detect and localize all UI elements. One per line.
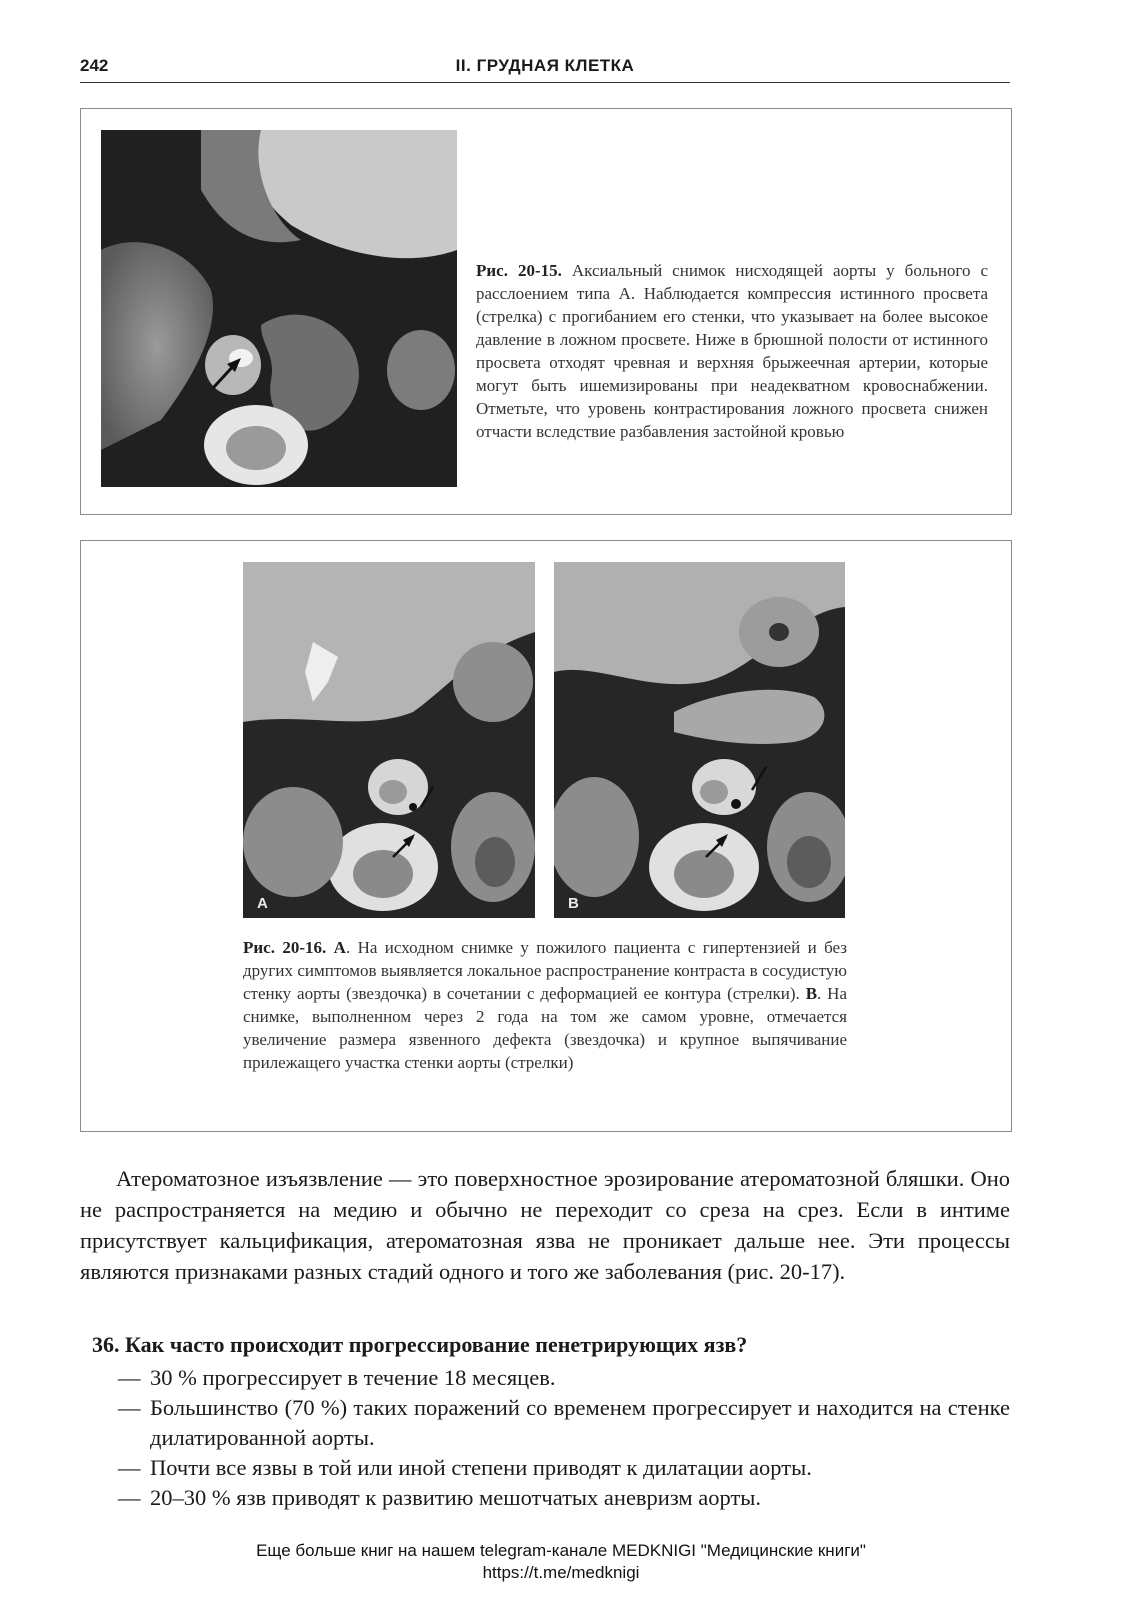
figure-20-16-caption bbox=[243, 936, 847, 1074]
part-a-label: А bbox=[333, 938, 346, 957]
page-header bbox=[80, 52, 1010, 83]
footer-link[interactable]: https://t.me/medknigi bbox=[482, 1563, 640, 1582]
answer-text: Почти все язвы в той или иной степени приводят к дилатации аорты. bbox=[150, 1455, 812, 1480]
dash-bullet: — bbox=[118, 1485, 141, 1510]
ct-scan-panel-a bbox=[243, 562, 535, 918]
list-item bbox=[118, 1483, 1010, 1513]
list-item bbox=[118, 1393, 1010, 1453]
dash-bullet: — bbox=[118, 1365, 141, 1390]
panel-a-letter: A bbox=[257, 895, 268, 912]
ct-image bbox=[101, 130, 457, 487]
figure-20-15 bbox=[80, 108, 1012, 515]
ct-image bbox=[554, 562, 845, 918]
dash-bullet: — bbox=[118, 1395, 141, 1420]
chapter-title: II. ГРУДНАЯ КЛЕТКА bbox=[455, 56, 635, 75]
figure-20-15-caption bbox=[476, 259, 988, 443]
footer-promo-text: Еще больше книг на нашем telegram-канале MEDKNIGI "Медицинские книги" bbox=[256, 1541, 866, 1560]
question-heading: 36. Как часто происходит прогрессирование пенетрирующих язв? bbox=[92, 1332, 748, 1357]
page-number: 242 bbox=[80, 56, 109, 75]
figure-caption-text: Аксиальный снимок нисходящей аорты у больного с расслоением типа А. Наблюдается компрессия истинного просвета (стрелка) с прогибанием его стенки, что указывает на более высокое давление в ложном просвете. Ниже в брюшной полости от истинного просвета отходят чревная и верхняя брыжеечная артерии, которые могут быть ишемизированы при неадекватном кровоснабжении. Отметьте, что уровень контрастирования ложного просвета снижен отчасти вследствие разбавления застойной кровью bbox=[476, 261, 989, 441]
list-item bbox=[118, 1363, 1010, 1393]
part-b-text: . На снимке, выполненном через 2 года на том же самом уровне, отмечается увеличение размера язвенного дефекта (звездочка) и крупное выпячивание прилежащего участка стенки аорты (стрелки) bbox=[243, 984, 848, 1072]
ct-scan-axial-aorta bbox=[101, 130, 457, 487]
list-item bbox=[118, 1453, 1010, 1483]
part-a-text: . На исходном снимке у пожилого пациента с гипертензией и без других симптомов выявляется локальное распространение контраста в сосудистую стенку аорты (звездочка) в сочетании с деформацией ее контура (стрелки). bbox=[243, 938, 848, 1003]
answer-text: 20–30 % язв приводят к развитию мешотчатых аневризм аорты. bbox=[150, 1485, 762, 1510]
figure-20-16 bbox=[80, 540, 1012, 1132]
body-paragraph: Атероматозное изъязвление — это поверхностное эрозирование атероматозной бляшки. Оно не распространяется на медию и обычно не переходит со среза на срез. Если в интиме присутствует кальцификация, атероматозная язва не проникает дальше нее. Эти процессы являются признаками разных стадий одного и того же заболевания (рис. 20-17). bbox=[80, 1166, 1010, 1284]
answer-text: Большинство (70 %) таких поражений со временем прогрессирует и находится на стенке дилатированной аорты. bbox=[150, 1395, 1010, 1450]
panel-b-letter: B bbox=[568, 895, 579, 912]
answer-list bbox=[118, 1363, 1010, 1513]
part-b-label: В bbox=[805, 984, 818, 1003]
dash-bullet: — bbox=[118, 1455, 141, 1480]
page-footer bbox=[0, 1540, 1122, 1584]
figure-label: Рис. 20-15. bbox=[476, 261, 562, 280]
ct-scan-panel-b bbox=[554, 562, 845, 918]
figure-label: Рис. 20-16. bbox=[243, 938, 327, 957]
ct-image bbox=[243, 562, 535, 918]
answer-text: 30 % прогрессирует в течение 18 месяцев. bbox=[150, 1365, 556, 1390]
